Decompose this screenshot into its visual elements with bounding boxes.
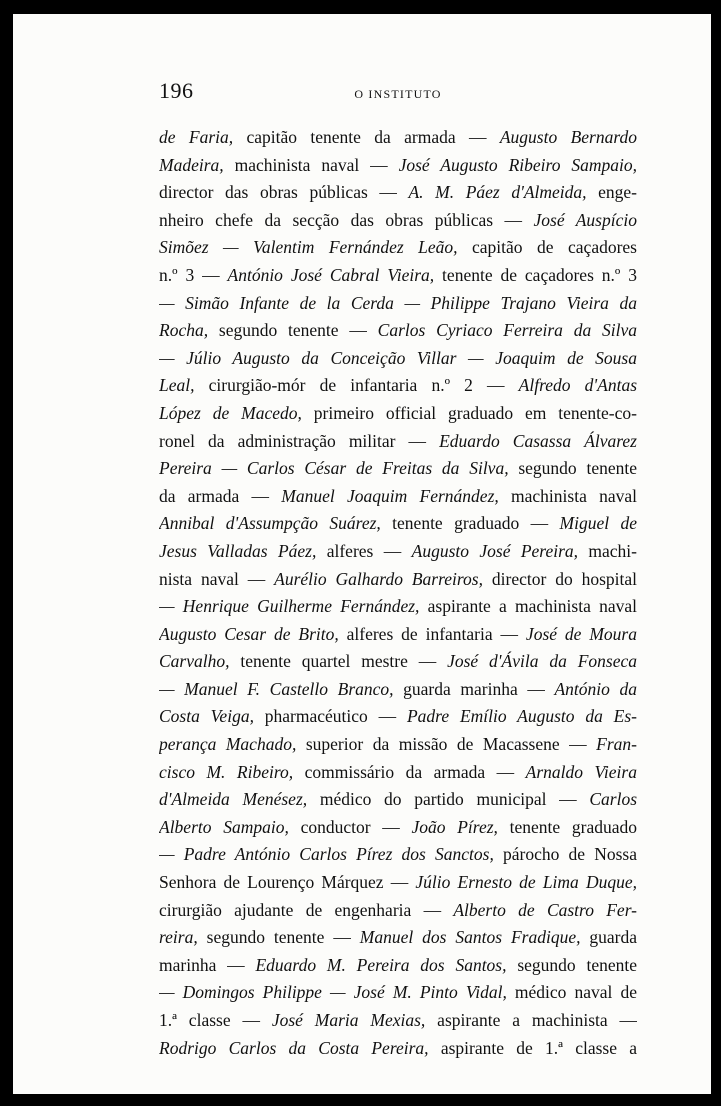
italic-name-run: Alberto de Castro Fer- — [453, 899, 637, 920]
text-line — [159, 124, 637, 152]
italic-name-run: José Auspício — [533, 209, 637, 230]
text-line — [159, 841, 637, 869]
text-run: capitão tenente da armada — — [233, 127, 500, 147]
text-line — [159, 455, 637, 483]
text-run: da armada — — [159, 485, 282, 506]
text-run: segundo tenente — [506, 954, 637, 975]
italic-name-run: A. M. Páez d'Almeida, — [408, 182, 587, 203]
text-run: alferes — — [316, 540, 412, 561]
text-line — [159, 317, 637, 345]
text-run: guarda — [580, 927, 637, 948]
italic-name-run: Carlos — [589, 789, 637, 810]
text-line — [159, 786, 637, 814]
italic-name-run: Rodrigo Carlos da Costa Pereira, — [159, 1037, 429, 1058]
text-run: machi- — [578, 540, 637, 561]
italic-name-run: Carvalho, — [159, 651, 230, 672]
italic-name-run: João Pírez, — [411, 816, 498, 837]
text-line — [159, 897, 637, 925]
text-run: aspirante a machinista naval — [419, 596, 637, 617]
text-run: director das obras públicas — — [159, 182, 409, 203]
text-line — [159, 234, 637, 262]
text-run: médico do partido municipal — — [307, 789, 590, 810]
italic-name-run: Aurélio Galhardo Barreiros, — [274, 568, 483, 589]
text-line — [159, 648, 637, 676]
scan-border-left — [0, 0, 13, 1106]
italic-name-run: perança Machado, — [159, 734, 297, 755]
italic-name-run: — Henrique Guilherme Fernández, — [159, 596, 420, 617]
italic-name-run: Alberto Sampaio, — [159, 816, 289, 837]
italic-name-run: José Maria Mexias, — [271, 1010, 426, 1030]
text-line — [159, 869, 637, 897]
italic-name-run: Alfredo d'Antas — [518, 375, 637, 396]
text-run: ronel da administração militar — — [159, 430, 440, 451]
italic-name-run: Annibal d'Assumpção Suárez, — [159, 513, 381, 534]
italic-name-run: — Júlio Augusto da Conceição Villar — Joaquim de Sousa — [159, 347, 637, 368]
italic-name-run: de Faria, — [159, 127, 234, 147]
text-line — [159, 372, 637, 400]
italic-name-run: Carlos Cyriaco Ferreira da Silva — [377, 320, 637, 341]
text-run: segundo tenente — [508, 458, 637, 479]
text-line — [159, 510, 637, 538]
text-line — [159, 979, 637, 1007]
text-run: director do hospital — [482, 568, 637, 589]
italic-name-run: — Domingos Philippe — José M. Pinto Vidal, — [159, 982, 507, 1003]
italic-name-run: Júlio Ernesto de Lima Duque, — [415, 872, 637, 893]
text-line — [159, 924, 637, 952]
text-run: alferes de infantaria — — [338, 623, 526, 644]
text-run: superior da missão de Macassene — — [296, 734, 597, 755]
italic-name-run: — Padre António Carlos Pírez dos Sanctos, — [159, 844, 494, 865]
text-run: aspirante a machinista — — [425, 1010, 637, 1030]
italic-name-run: cisco M. Ribeiro, — [159, 761, 294, 782]
text-run: segundo tenente — — [197, 927, 360, 948]
text-run: tenente graduado — — [380, 513, 560, 534]
italic-name-run: José d'Ávila da Fonseca — [447, 651, 637, 672]
italic-name-run: Eduardo M. Pereira dos Santos, — [255, 954, 507, 975]
text-run: tenente graduado — [497, 816, 637, 837]
text-line — [159, 428, 637, 456]
italic-name-run: António da — [554, 678, 637, 699]
text-run: 1.ª classe — — [159, 1010, 272, 1030]
text-line — [159, 400, 637, 428]
text-run: guarda marinha — — [393, 678, 555, 699]
italic-name-run: Augusto Bernardo — [499, 127, 637, 147]
page-number: 196 — [159, 78, 194, 103]
italic-name-run: reira, — [159, 927, 198, 948]
text-line — [159, 538, 637, 566]
text-run: tenente de caçadores n.º 3 — [434, 264, 637, 285]
italic-name-run: López de Macedo, — [159, 402, 302, 423]
text-line — [159, 952, 637, 980]
italic-name-run: Costa Veiga, — [159, 706, 254, 727]
italic-name-run: Rocha, — [159, 320, 209, 341]
text-run: tenente quartel mestre — — [229, 651, 448, 672]
text-line — [159, 759, 637, 787]
text-run: machinista naval — [498, 485, 637, 506]
italic-name-run: Augusto Cesar de Brito, — [159, 623, 339, 644]
text-line — [159, 483, 637, 511]
italic-name-run: Eduardo Casassa Álvarez — [439, 430, 637, 451]
text-run: capitão de caçadores — [457, 237, 637, 258]
italic-name-run: Arnaldo Vieira — [525, 761, 637, 782]
text-run: pharmacéutico — — [253, 706, 407, 727]
italic-name-run: António José Cabral Vieira, — [227, 264, 435, 285]
text-run: cirurgião ajudante de engenharia — — [159, 899, 454, 920]
text-line — [159, 1035, 637, 1063]
text-run: machinista naval — — [223, 154, 399, 175]
italic-name-run: d'Almeida Menésez, — [159, 789, 308, 810]
text-run: n.º 3 — — [159, 264, 228, 285]
text-run: commissário da armada — — [293, 761, 526, 782]
text-line — [159, 262, 637, 290]
italic-name-run: Padre Emílio Augusto da Es- — [406, 706, 637, 727]
text-line — [159, 566, 637, 594]
scan-border-bottom — [0, 1094, 721, 1106]
text-run: cirurgião-mór de infantaria n.º 2 — — [194, 375, 519, 396]
italic-name-run: Jesus Valladas Páez, — [159, 540, 317, 561]
text-line — [159, 731, 637, 759]
running-title: O INSTITUTO — [354, 87, 442, 101]
text-line — [159, 814, 637, 842]
text-line — [159, 1007, 637, 1035]
italic-name-run: Augusto José Pereira, — [411, 540, 579, 561]
text-line — [159, 179, 637, 207]
body-text — [159, 124, 637, 1062]
text-run: marinha — — [159, 954, 256, 975]
scan-border-top — [0, 0, 721, 14]
text-run: nheiro chefe da secção das obras públicas — — [159, 209, 534, 230]
text-run: enge- — [586, 182, 637, 203]
text-line — [159, 207, 637, 235]
italic-name-run: Leal, — [159, 375, 195, 396]
text-run: Senhora de Lourenço Márquez — — [159, 872, 416, 893]
text-line — [159, 593, 637, 621]
italic-name-run: Fran- — [596, 734, 637, 755]
text-line — [159, 290, 637, 318]
scan-border-right — [711, 0, 721, 1106]
italic-name-run: Pereira — Carlos César de Freitas da Silva, — [159, 458, 509, 479]
text-run: segundo tenente — — [208, 320, 378, 341]
text-line — [159, 676, 637, 704]
text-line — [159, 152, 637, 180]
text-run: nista naval — — [159, 568, 275, 589]
italic-name-run: José de Moura — [525, 623, 637, 644]
italic-name-run: — Simão Infante de la Cerda — Philippe Trajano Vieira da — [159, 292, 637, 313]
text-run: conductor — — [288, 816, 412, 837]
italic-name-run: José Augusto Ribeiro Sampaio, — [398, 154, 637, 175]
page-header — [159, 78, 637, 108]
text-run: párocho de Nossa — [493, 844, 637, 865]
italic-name-run: Manuel Joaquim Fernández, — [281, 485, 499, 506]
text-run: aspirante de 1.ª classe a — [428, 1037, 637, 1058]
italic-name-run: — Manuel F. Castello Branco, — [159, 678, 394, 699]
italic-name-run: Manuel dos Santos Fradique, — [359, 927, 581, 948]
text-run: primeiro official graduado em tenente-co- — [301, 402, 637, 423]
text-line — [159, 345, 637, 373]
text-run: médico naval de — [506, 982, 637, 1003]
text-line — [159, 703, 637, 731]
italic-name-run: Simõez — Valentim Fernández Leão, — [159, 237, 458, 258]
italic-name-run: Miguel de — [559, 513, 637, 534]
italic-name-run: Madeira, — [159, 154, 224, 175]
text-line — [159, 621, 637, 649]
